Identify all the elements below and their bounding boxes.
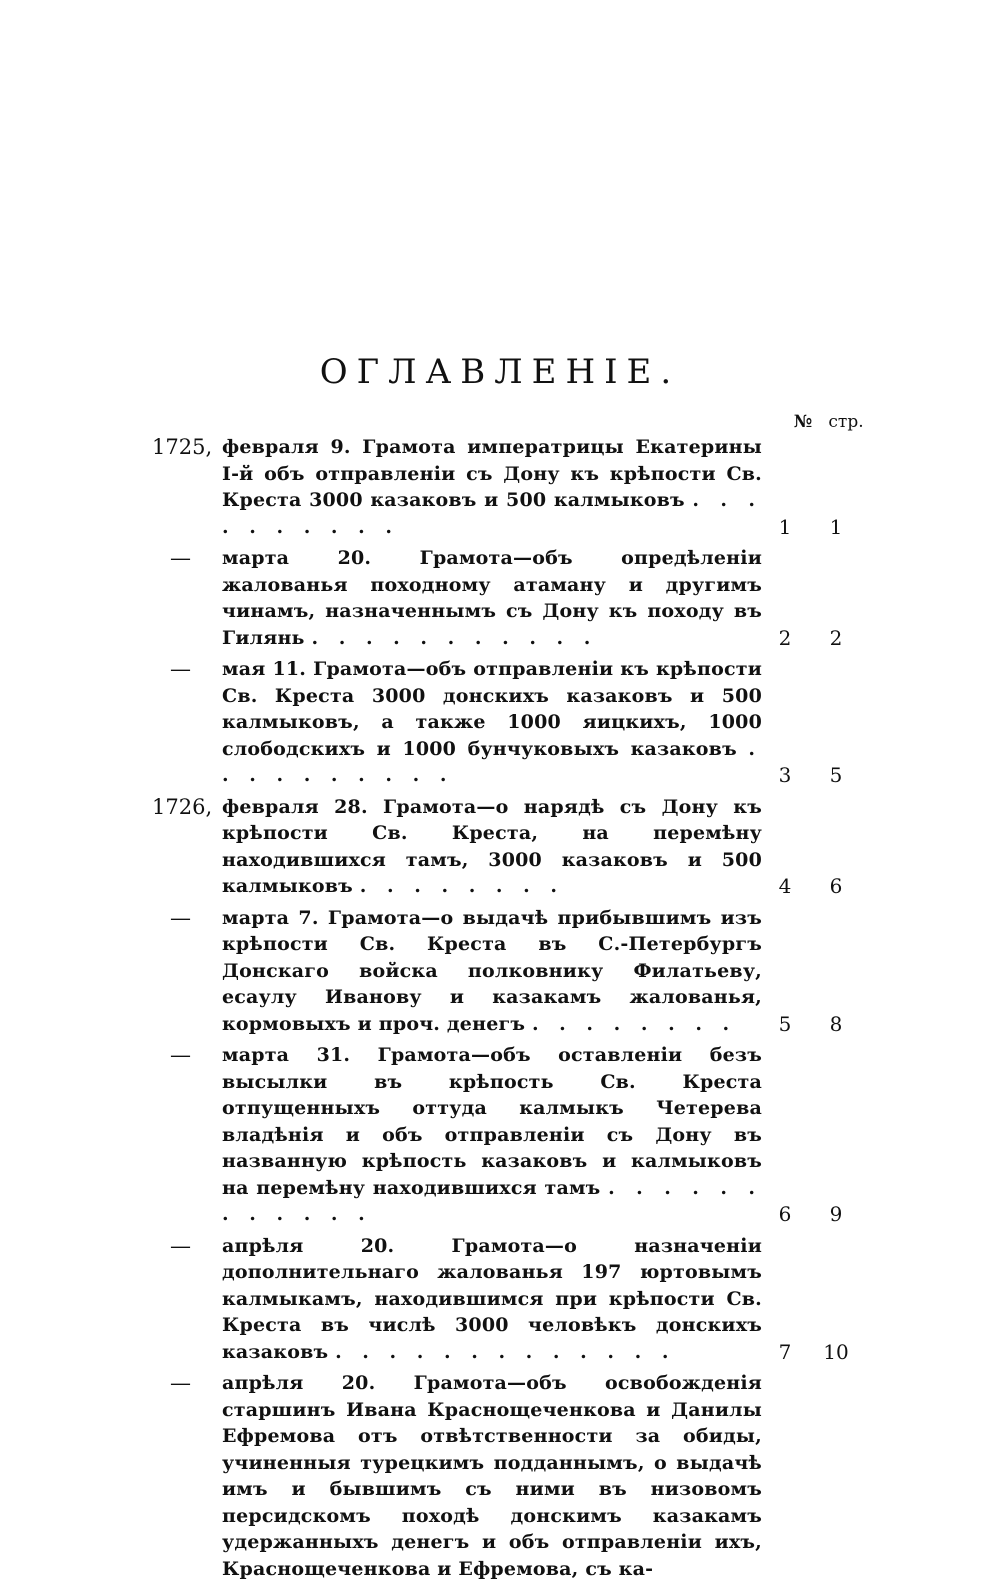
page-title: ОГЛАВЛЕНІЕ. (319, 352, 681, 392)
leader-dots: . . . . . . . . . . (222, 489, 762, 538)
leader-dots: . . . . . . . . . . . . . (335, 1340, 676, 1363)
toc-entry (150, 1042, 870, 1228)
entry-text: февраля 9. Грамота императрицы Екатерины I-й объ отправленіи съ Дону къ крѣпости Св. Креста 3000 казаковъ и 500 калмыковъ . . . . . . . . . . (222, 436, 762, 538)
leader-dots: . . . . . . . . . . (222, 737, 762, 786)
toc-entry (150, 1233, 870, 1366)
entry-text: марта 31. Грамота—объ оставленіи безъ высылки въ крѣпость Св. Креста отпущенныхъ оттуда калмыкъ Четерева владѣнія и объ отправленіи съ Дону въ названную крѣпость казаковъ и калмыковъ на перемѣну находившихся тамъ . . . . . . . . . . . . (222, 1044, 762, 1225)
entry-text: февраля 28. Грамота—о нарядѣ съ Дону къ крѣпости Св. Креста, на перемѣну находившихся тамъ, 3000 казаковъ и 500 калмыковъ . . . . . . . . (222, 795, 762, 897)
entry-page: 9 (829, 1202, 843, 1226)
entry-numbers (770, 1011, 870, 1038)
entry-page: 8 (829, 1011, 843, 1036)
leader-dots: . . . . . . . . . . . (311, 626, 598, 649)
entry-page: 10 (823, 1339, 849, 1364)
toc-entry (150, 905, 870, 1038)
entry-date: — (170, 1233, 191, 1258)
toc-entry (150, 656, 870, 789)
entry-page: 6 (829, 874, 843, 898)
leader-dots: . . . . . . . . . . . . (222, 1176, 762, 1225)
entry-number: 2 (778, 625, 792, 650)
entry-page: 1 (829, 514, 843, 539)
entry-page: 5 (829, 763, 843, 787)
column-page-header: стр. (828, 412, 864, 432)
toc-entry (150, 794, 870, 900)
entry-text: апрѣля 20. Грамота—объ освобожденія старшинъ Ивана Краснощеченкова и Данилы Ефремова отъ отвѣтственности за обиды, учиненныя турецкимъ подданнымъ, о выдачѣ имъ и бывшимъ съ ними въ низовомъ персидскомъ походѣ донскимъ казакамъ удержанныхъ денегъ и объ отправленіи ихъ, Краснощеченкова и Ефремова, съ ка- (222, 1372, 762, 1580)
column-number-header: № (793, 412, 813, 432)
entry-text: марта 20. Грамота—объ опредѣленіи жалованья походному атаману и другимъ чинамъ, назначеннымъ съ Дону къ походу въ Гилянь . . . . . . . . . . . (222, 547, 762, 649)
entry-number: 7 (778, 1339, 792, 1364)
entry-date: — (170, 905, 191, 930)
entry-date: — (170, 1371, 191, 1395)
entry-date: — (170, 657, 191, 681)
toc-entry (150, 545, 870, 651)
leader-dots: . . . . . . . . (531, 1012, 737, 1035)
table-of-contents (150, 434, 870, 1587)
entry-number: 1 (778, 514, 792, 539)
entry-numbers (770, 514, 870, 541)
toc-entry (150, 434, 870, 540)
entry-number: 4 (778, 874, 792, 898)
entry-text: мая 11. Грамота—объ отправленіи къ крѣпости Св. Креста 3000 донскихъ казаковъ и 500 калмыковъ, а также 1000 яицкихъ, 1000 слободскихъ и 1000 бунчуковыхъ казаковъ . . . . . . . . . . (222, 658, 762, 786)
column-header (792, 412, 882, 436)
entry-text: апрѣля 20. Грамота—о назначеніи дополнительнаго жалованья 197 юртовымъ калмыкамъ, находившимся при крѣпости Св. Креста въ числѣ 3000 человѣкъ донскихъ казаковъ . . . . . . . . . . . . . (222, 1234, 762, 1363)
entry-number: 3 (778, 763, 792, 787)
entry-numbers (770, 1339, 870, 1366)
leader-dots: . . . . . . . . (359, 875, 565, 897)
entry-numbers (770, 625, 870, 652)
entry-number: 6 (778, 1202, 792, 1226)
entry-number: 5 (778, 1011, 792, 1036)
entry-date: 1726, (152, 794, 213, 819)
entry-numbers (770, 1201, 870, 1228)
toc-entry (150, 1370, 870, 1582)
entry-text: марта 7. Грамота—о выдачѣ прибывшимъ изъ крѣпости Св. Креста въ С.-Петербургъ Донскаго войска полковнику Филатьеву, есаулу Иванову и казакамъ жалованья, кормовыхъ и проч. денегъ . . . . . . . . (222, 906, 762, 1035)
entry-date: — (170, 546, 191, 570)
entry-numbers (770, 762, 870, 789)
entry-date: 1725, (152, 435, 213, 459)
entry-page: 2 (829, 625, 843, 650)
entry-numbers (770, 873, 870, 900)
entry-date: — (170, 1043, 191, 1067)
